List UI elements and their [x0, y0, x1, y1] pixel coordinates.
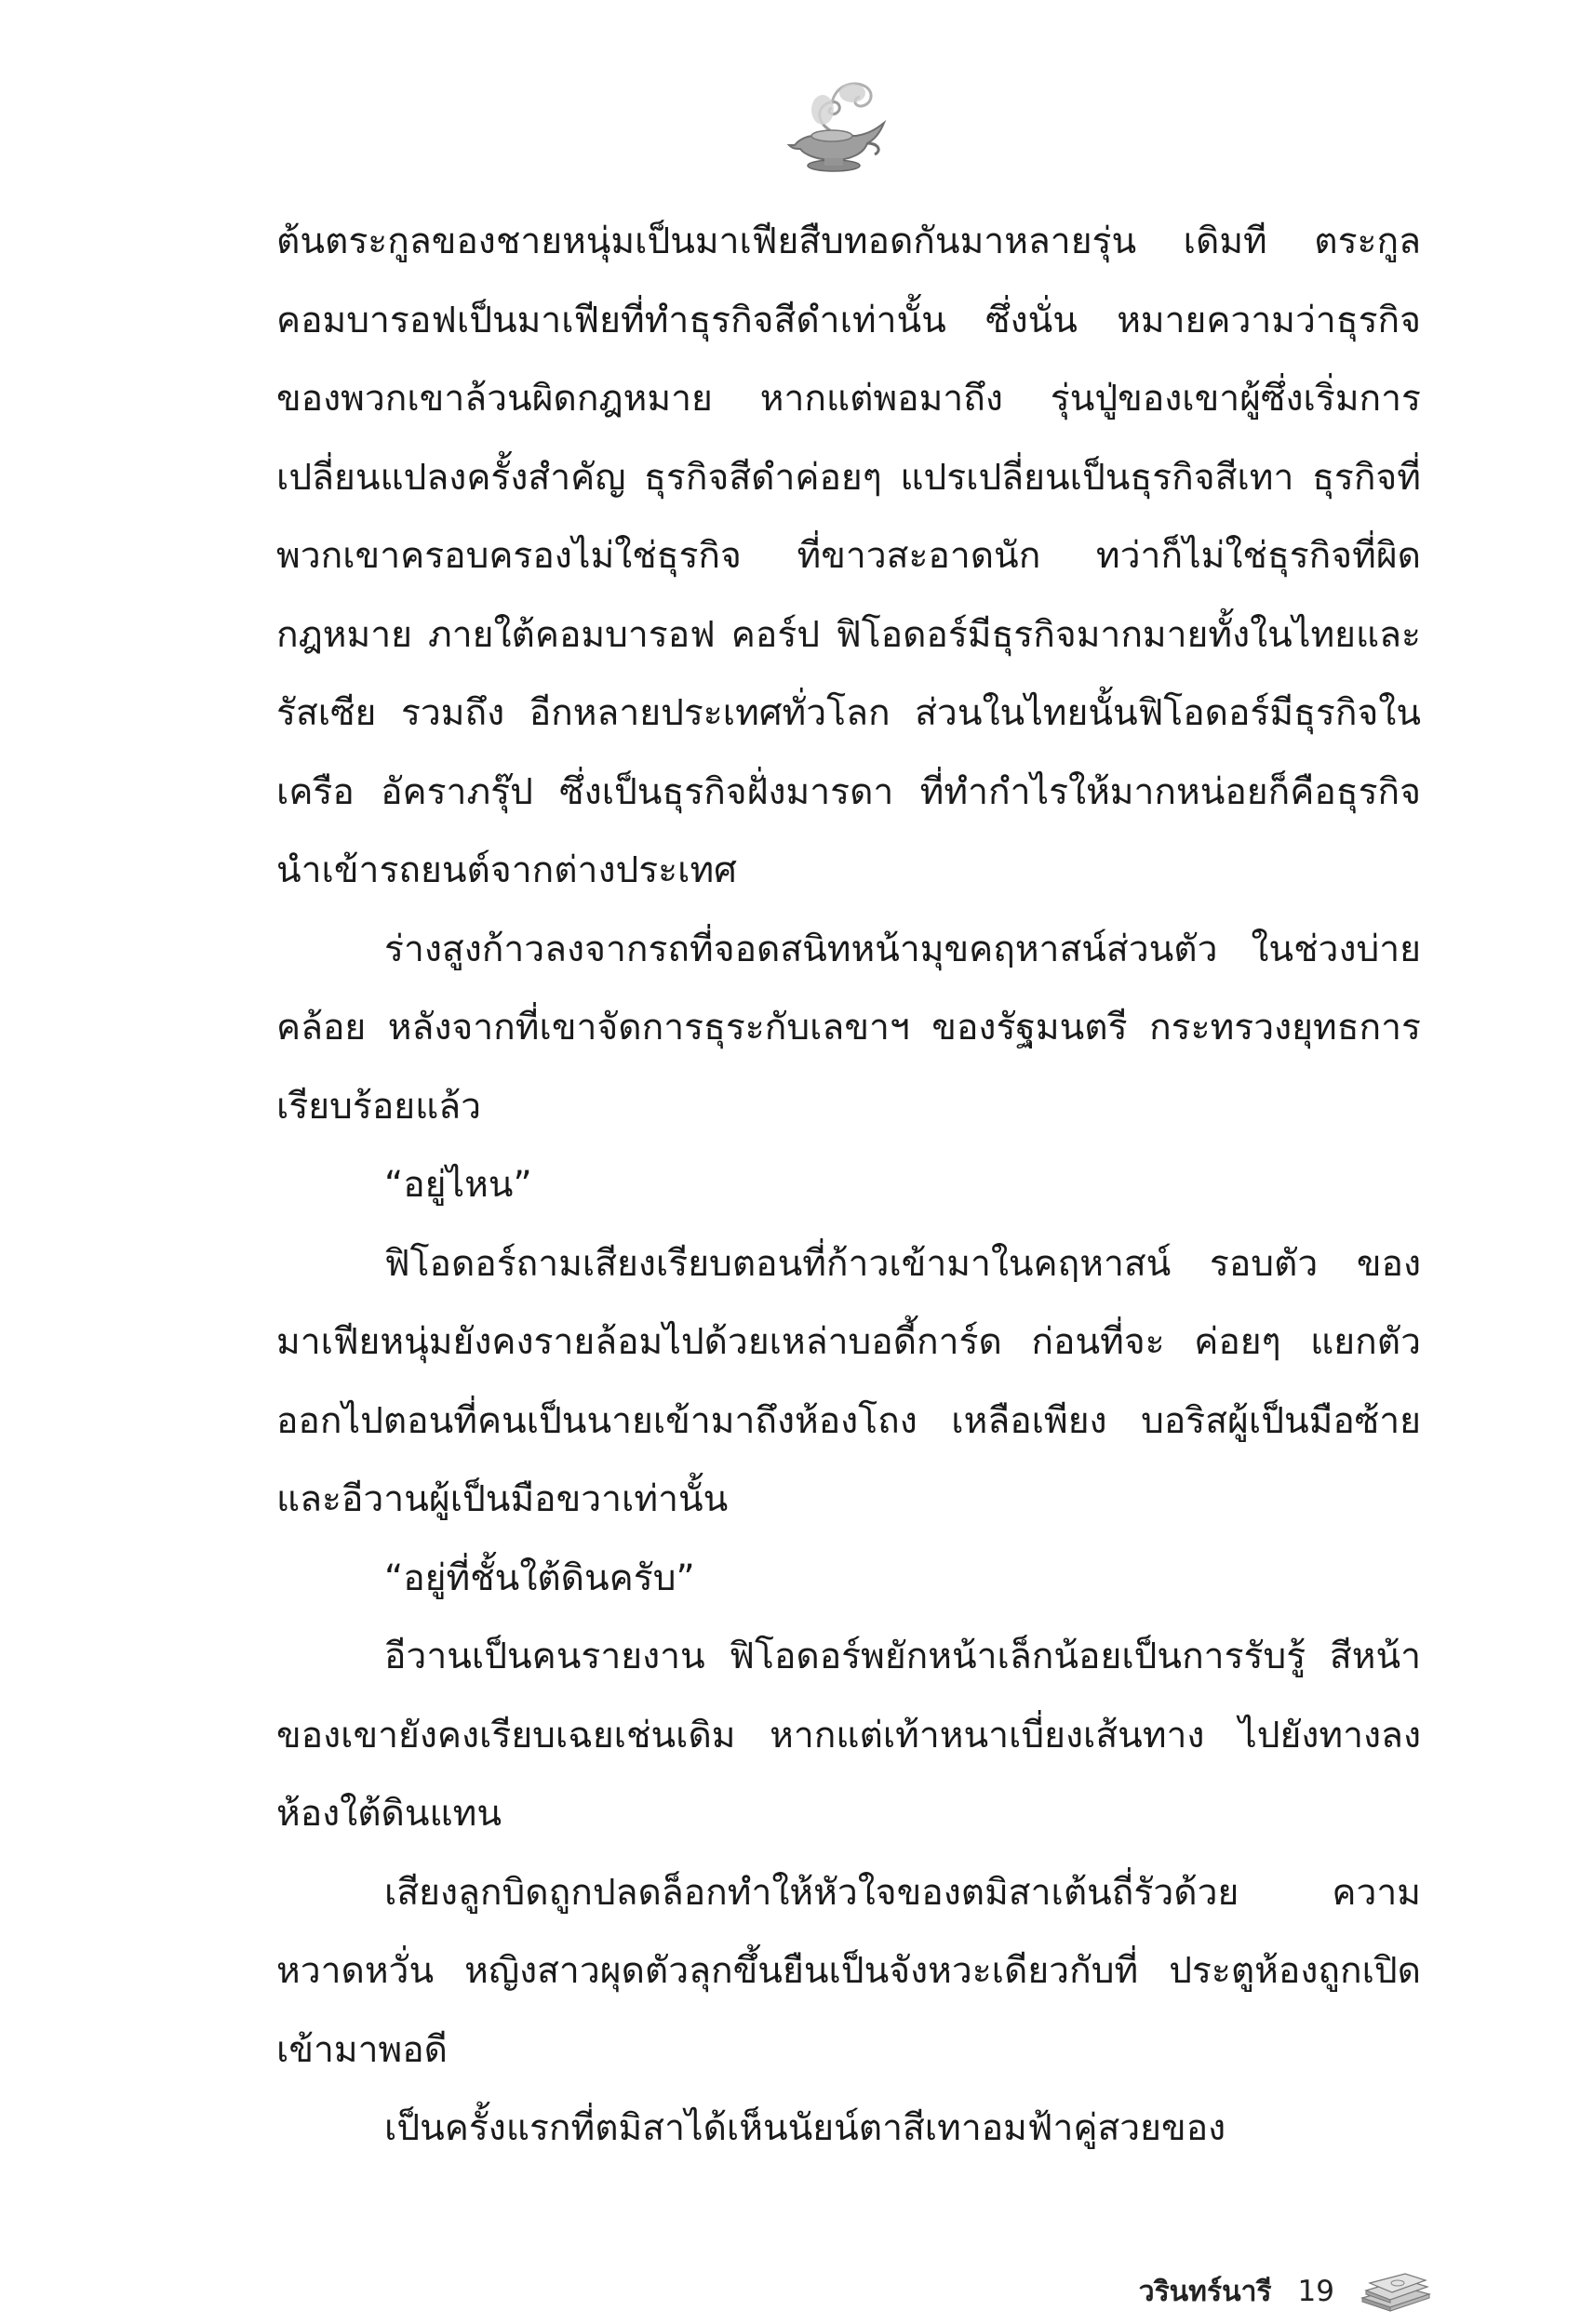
page-number: 19	[1297, 2275, 1334, 2308]
paragraph: เป็นครั้งแรกที่ตมิสาได้เห็นนัยน์ตาสีเทาอมฟ้าคู่สวยของ	[384, 2107, 1226, 2149]
paragraph: อีวานเป็นคนรายงาน ฟิโอดอร์พยักหน้าเล็กน้อยเป็นการรับรู้ สีหน้าของเขายังคงเรียบเฉยเช่นเดิม หากแต่เท้าหนาเบี่ยงเส้นทาง ไปยังทางลงห้องใต้ดินแทน	[276, 1636, 1421, 1835]
paragraph: ต้นตระกูลของชายหนุ่มเป็นมาเฟียสืบทอดกันมาหลายรุ่น เดิมที ตระกูลคอมบารอฟเป็นมาเฟียที่ทำธุรกิจสีดำเท่านั้น ซึ่งนั่น หมายความว่าธุรกิจของพวกเขาล้วนผิดกฎหมาย หากแต่พอมาถึง รุ่นปู่ของเขาผู้ซึ่งเริ่มการเปลี่ยนแปลงครั้งสำคัญ ธุรกิจสีดำค่อยๆ แปรเปลี่ยนเป็นธุรกิจสีเทา ธุรกิจที่พวกเขาครอบครองไม่ใช่ธุรกิจ ที่ขาวสะอาดนัก ทว่าก็ไม่ใช่ธุรกิจที่ผิดกฎหมาย ภายใต้คอมบารอฟ คอร์ป ฟิโอดอร์มีธุรกิจมากมายทั้งในไทยและรัสเซีย รวมถึง อีกหลายประเทศทั่วโลก ส่วนในไทยนั้นฟิโอดอร์มีธุรกิจในเครือ อัคราภรุ๊ป ซึ่งเป็นธุรกิจฝั่งมารดา ที่ทำกำไรให้มากหน่อยก็คือธุรกิจ นำเข้ารถยนต์จากต่างประเทศ	[276, 220, 1421, 891]
body-text	[276, 203, 1421, 2169]
paragraph: เสียงลูกบิดถูกปลดล็อกทำให้หัวใจของตมิสาเต้นถี่รัวด้วย ความหวาดหวั่น หญิงสาวผุดตัวลุกขึ้นยืนเป็นจังหวะเดียวกับที่ ประตูห้องถูกเปิดเข้ามาพอดี	[276, 1871, 1421, 2071]
page-footer	[1079, 2259, 1433, 2324]
genie-lamp-icon	[778, 73, 893, 175]
paragraph: ร่างสูงก้าวลงจากรถที่จอดสนิทหน้ามุขคฤหาสน์ส่วนตัว ในช่วงบ่ายคล้อย หลังจากที่เขาจัดการธุระกับเลขาฯ ของรัฐมนตรี กระทรวงยุทธการเรียบร้อยแล้ว	[276, 928, 1421, 1128]
paragraph: ฟิโอดอร์ถามเสียงเรียบตอนที่ก้าวเข้ามาในคฤหาสน์ รอบตัว ของมาเฟียหนุ่มยังคงรายล้อมไปด้วยเหล่าบอดี้การ์ด ก่อนที่จะ ค่อยๆ แยกตัวออกไปตอนที่คนเป็นนายเข้ามาถึงห้องโถง เหลือเพียง บอริสผู้เป็นมือซ้าย และอีวานผู้เป็นมือขวาเท่านั้น	[276, 1242, 1421, 1520]
footer-book-title: วรินทร์นารี	[1138, 2275, 1272, 2308]
paragraph: “อยู่ไหน”	[384, 1164, 532, 1206]
paragraph: “อยู่ที่ชั้นใต้ดินครับ”	[384, 1556, 695, 1599]
money-stack-icon	[1359, 2270, 1433, 2313]
